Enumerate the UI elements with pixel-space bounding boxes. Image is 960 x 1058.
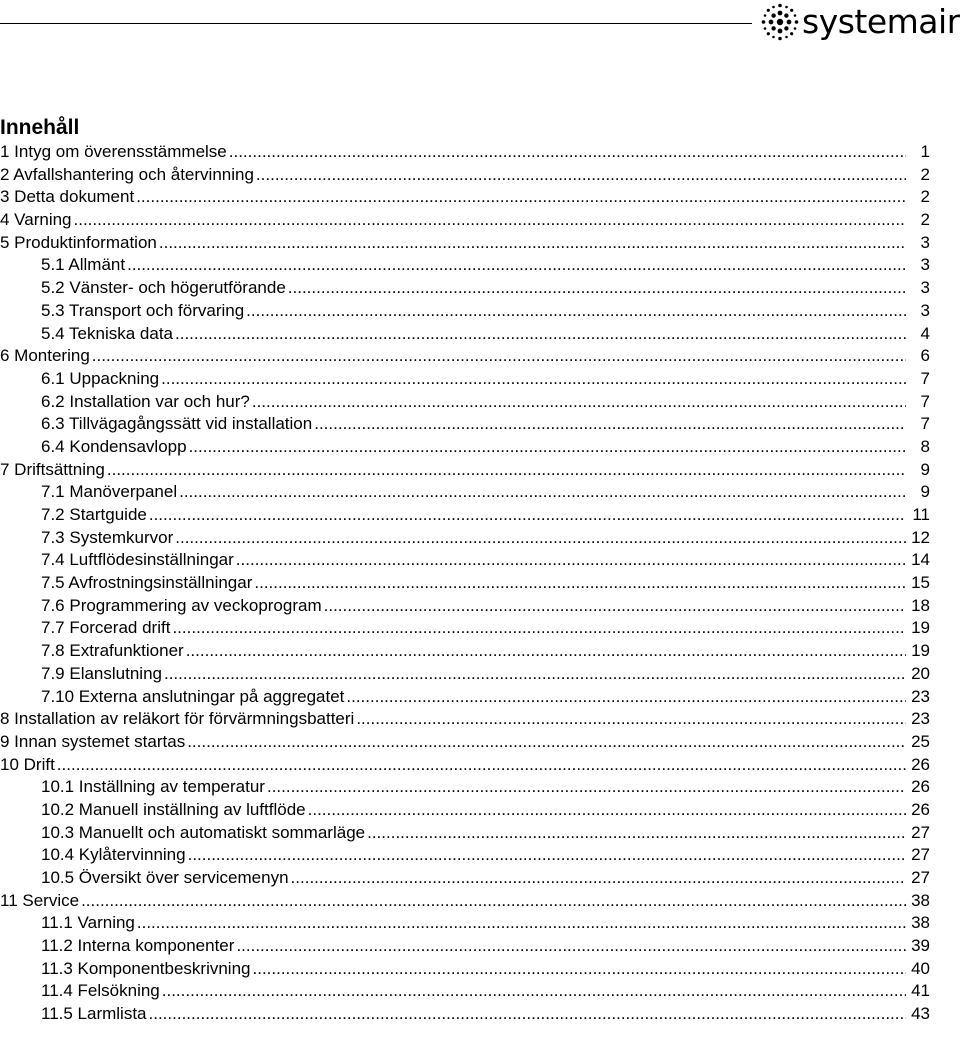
- toc-leader-dots: [187, 731, 906, 754]
- toc-entry-label: 7.10 Externa anslutningar på aggregatet: [41, 686, 345, 706]
- toc-leader-dots: [236, 935, 906, 958]
- toc-entry-label: 9 Innan systemet startas: [0, 731, 186, 751]
- toc-entry-label: 5.3 Transport och förvaring: [41, 300, 245, 320]
- toc-entry-page: 41: [911, 981, 930, 1001]
- toc-entry-label: 11.3 Komponentbeskrivning: [41, 958, 251, 978]
- toc-leader-dots: [164, 663, 906, 686]
- toc-entry[interactable]: [0, 527, 930, 550]
- toc-entry-label: 10.5 Översikt över servicemenyn: [41, 868, 289, 887]
- toc-entry-label: 6 Montering: [0, 346, 90, 366]
- toc-leader-dots: [136, 186, 906, 209]
- toc-entry-page: 4: [920, 323, 930, 343]
- toc-title: Innehåll: [0, 116, 80, 139]
- toc-entry-page: 15: [911, 573, 930, 593]
- toc-entry-label: 7.2 Startguide: [41, 505, 147, 524]
- toc-entry-label: 11.5 Larmlista: [41, 1004, 147, 1024]
- toc-entry-page: 12: [911, 527, 930, 547]
- toc-entry[interactable]: [0, 436, 930, 459]
- toc-entry-page: 26: [911, 777, 930, 797]
- toc-leader-dots: [92, 345, 906, 368]
- systemair-logo: [760, 0, 960, 44]
- toc-leader-dots: [127, 254, 906, 277]
- toc-leader-dots: [189, 436, 906, 459]
- toc-entry-page: 25: [911, 731, 930, 751]
- brand-name: systemair: [802, 2, 960, 41]
- toc-entry-label: 7.8 Extrafunktioner: [41, 641, 184, 661]
- toc-entry-page: 3: [920, 278, 930, 298]
- toc-leader-dots: [256, 164, 906, 187]
- toc-leader-dots: [324, 595, 906, 618]
- toc-entry[interactable]: [0, 572, 930, 595]
- toc-entry-label: 6.4 Kondensavlopp: [41, 436, 187, 456]
- toc-entry-page: 43: [911, 1004, 930, 1024]
- toc-entry-label: 10 Drift: [0, 754, 55, 774]
- toc-leader-dots: [229, 141, 906, 164]
- systemair-logo-icon: [760, 2, 800, 42]
- toc-entry[interactable]: [0, 890, 930, 913]
- toc-entry[interactable]: [0, 300, 930, 323]
- toc-leader-dots: [81, 890, 906, 913]
- toc-entry[interactable]: [0, 731, 930, 754]
- toc-entry-page: 19: [911, 641, 930, 661]
- toc-entry-page: 8: [920, 436, 930, 456]
- toc-leader-dots: [149, 1003, 906, 1026]
- toc-entry-page: 3: [920, 255, 930, 275]
- toc-entry-page: 26: [911, 754, 930, 774]
- toc-entry-page: 7: [920, 368, 930, 388]
- toc-entry-label: 6.2 Installation var och hur?: [41, 391, 250, 411]
- toc-leader-dots: [179, 481, 906, 504]
- toc-entry[interactable]: [0, 1003, 930, 1026]
- toc-entry-label: 10.3 Manuellt och automatiskt sommarläge: [41, 822, 366, 842]
- toc-entry-label: 10.4 Kylåtervinning: [41, 845, 186, 865]
- toc-entry-label: 1 Intyg om överensstämmelse: [0, 142, 227, 161]
- toc-entry-page: 3: [920, 232, 930, 252]
- toc-entry-label: 2 Avfallshantering och återvinning: [0, 164, 254, 184]
- toc-entry-page: 27: [911, 868, 930, 887]
- toc-leader-dots: [107, 459, 906, 482]
- toc-entry[interactable]: [0, 799, 930, 822]
- toc-entry-page: 23: [911, 709, 930, 729]
- toc-entry-label: 11.2 Interna komponenter: [41, 936, 235, 956]
- toc-entry[interactable]: [0, 504, 930, 527]
- toc-entry[interactable]: [0, 867, 930, 890]
- toc-entry-label: 11.1 Varning: [41, 913, 135, 933]
- toc-entry[interactable]: [0, 754, 930, 777]
- toc-entry[interactable]: [0, 958, 930, 981]
- toc-leader-dots: [236, 549, 906, 572]
- toc-entry-page: 20: [911, 663, 930, 683]
- toc-entry-label: 5 Produktinformation: [0, 232, 157, 252]
- toc-entry-label: 7.4 Luftflödesinställningar: [41, 550, 234, 570]
- header-rule: [0, 23, 752, 24]
- toc-entry[interactable]: [0, 323, 930, 346]
- toc-entry[interactable]: [0, 368, 930, 391]
- toc-entry[interactable]: [0, 232, 930, 255]
- toc-entry-label: 6.1 Uppackning: [41, 368, 160, 388]
- toc-leader-dots: [149, 504, 906, 527]
- toc-leader-dots: [308, 799, 906, 822]
- toc-entry-label: 6.3 Tillvägagångssätt vid installation: [41, 414, 313, 434]
- toc-entry[interactable]: [0, 663, 930, 686]
- toc-leader-dots: [367, 822, 906, 845]
- toc-entry-page: 19: [911, 618, 930, 638]
- toc-entry-label: 8 Installation av reläkort för förvärmningsbatteri: [0, 709, 355, 729]
- toc-entry[interactable]: [0, 844, 930, 867]
- toc-entry[interactable]: [0, 686, 930, 709]
- toc-entry[interactable]: [0, 776, 930, 799]
- toc-leader-dots: [159, 232, 906, 255]
- toc-entry[interactable]: [0, 459, 930, 482]
- toc-entry-page: 9: [920, 482, 930, 502]
- toc-leader-dots: [267, 776, 906, 799]
- toc-entry-label: 7.3 Systemkurvor: [41, 527, 174, 547]
- toc-entry-label: 4 Varning: [0, 210, 72, 230]
- toc-entry-page: 40: [911, 958, 930, 978]
- toc-entry[interactable]: [0, 935, 930, 958]
- toc-entry[interactable]: [0, 186, 930, 209]
- table-of-contents: [0, 141, 930, 1026]
- toc-entry-page: 7: [920, 391, 930, 411]
- toc-entry[interactable]: [0, 391, 930, 414]
- toc-entry-page: 38: [911, 890, 930, 910]
- toc-leader-dots: [253, 958, 907, 981]
- toc-entry-page: 2: [920, 164, 930, 184]
- toc-entry-label: 7 Driftsättning: [0, 459, 105, 479]
- toc-entry-page: 18: [911, 595, 930, 615]
- toc-entry-label: 7.5 Avfrostningsinställningar: [41, 573, 253, 593]
- toc-entry[interactable]: [0, 617, 930, 640]
- toc-entry-page: 26: [911, 799, 930, 819]
- toc-entry-page: 1: [920, 142, 930, 161]
- toc-entry-label: 7.6 Programmering av veckoprogram: [41, 595, 322, 615]
- toc-entry-page: 27: [911, 822, 930, 842]
- toc-entry-page: 2: [920, 210, 930, 230]
- toc-leader-dots: [314, 413, 906, 436]
- toc-entry-label: 5.4 Tekniska data: [41, 323, 173, 343]
- toc-entry[interactable]: [0, 141, 930, 164]
- toc-entry[interactable]: [0, 345, 930, 368]
- toc-entry-page: 6: [920, 346, 930, 366]
- toc-entry-label: 10.1 Inställning av temperatur: [41, 777, 265, 797]
- toc-entry[interactable]: [0, 708, 930, 731]
- toc-entry-label: 11 Service: [0, 890, 80, 910]
- toc-entry[interactable]: [0, 481, 930, 504]
- toc-entry-label: 5.1 Allmänt: [41, 255, 126, 275]
- toc-entry-page: 14: [911, 550, 930, 570]
- toc-entry[interactable]: [0, 413, 930, 436]
- toc-leader-dots: [175, 323, 906, 346]
- toc-leader-dots: [288, 277, 906, 300]
- toc-entry-page: 27: [911, 845, 930, 865]
- toc-entry[interactable]: [0, 254, 930, 277]
- toc-entry-label: 7.9 Elanslutning: [41, 663, 162, 683]
- toc-entry-page: 23: [911, 686, 930, 706]
- toc-entry[interactable]: [0, 980, 930, 1003]
- toc-leader-dots: [162, 980, 906, 1003]
- toc-leader-dots: [186, 640, 906, 663]
- toc-entry-page: 11: [912, 505, 930, 524]
- toc-entry-page: 2: [920, 187, 930, 207]
- toc-entry-label: 11.4 Felsökning: [41, 981, 160, 1001]
- toc-leader-dots: [188, 844, 906, 867]
- toc-entry-label: 10.2 Manuell inställning av luftflöde: [41, 799, 306, 819]
- toc-entry-label: 5.2 Vänster- och högerutförande: [41, 278, 286, 298]
- toc-leader-dots: [74, 209, 906, 232]
- toc-entry-page: 7: [920, 414, 930, 434]
- toc-leader-dots: [346, 686, 906, 709]
- toc-leader-dots: [252, 391, 906, 414]
- toc-entry-page: 3: [920, 300, 930, 320]
- toc-leader-dots: [246, 300, 906, 323]
- toc-entry-label: 3 Detta dokument: [0, 187, 135, 207]
- toc-entry[interactable]: [0, 912, 930, 935]
- toc-entry[interactable]: [0, 640, 930, 663]
- toc-entry[interactable]: [0, 277, 930, 300]
- toc-entry[interactable]: [0, 209, 930, 232]
- toc-entry-page: 9: [920, 459, 930, 479]
- toc-entry-label: 7.7 Forcerad drift: [41, 618, 171, 638]
- toc-leader-dots: [172, 617, 906, 640]
- toc-leader-dots: [161, 368, 906, 391]
- toc-leader-dots: [137, 912, 906, 935]
- toc-entry-page: 38: [911, 913, 930, 933]
- toc-entry-page: 39: [911, 936, 930, 956]
- toc-leader-dots: [57, 754, 906, 777]
- toc-leader-dots: [254, 572, 906, 595]
- toc-leader-dots: [356, 708, 906, 731]
- toc-entry-label: 7.1 Manöverpanel: [41, 482, 178, 502]
- toc-entry[interactable]: [0, 822, 930, 845]
- toc-leader-dots: [175, 527, 906, 550]
- toc-leader-dots: [291, 867, 906, 890]
- toc-entry[interactable]: [0, 549, 930, 572]
- toc-entry[interactable]: [0, 595, 930, 618]
- toc-entry[interactable]: [0, 164, 930, 187]
